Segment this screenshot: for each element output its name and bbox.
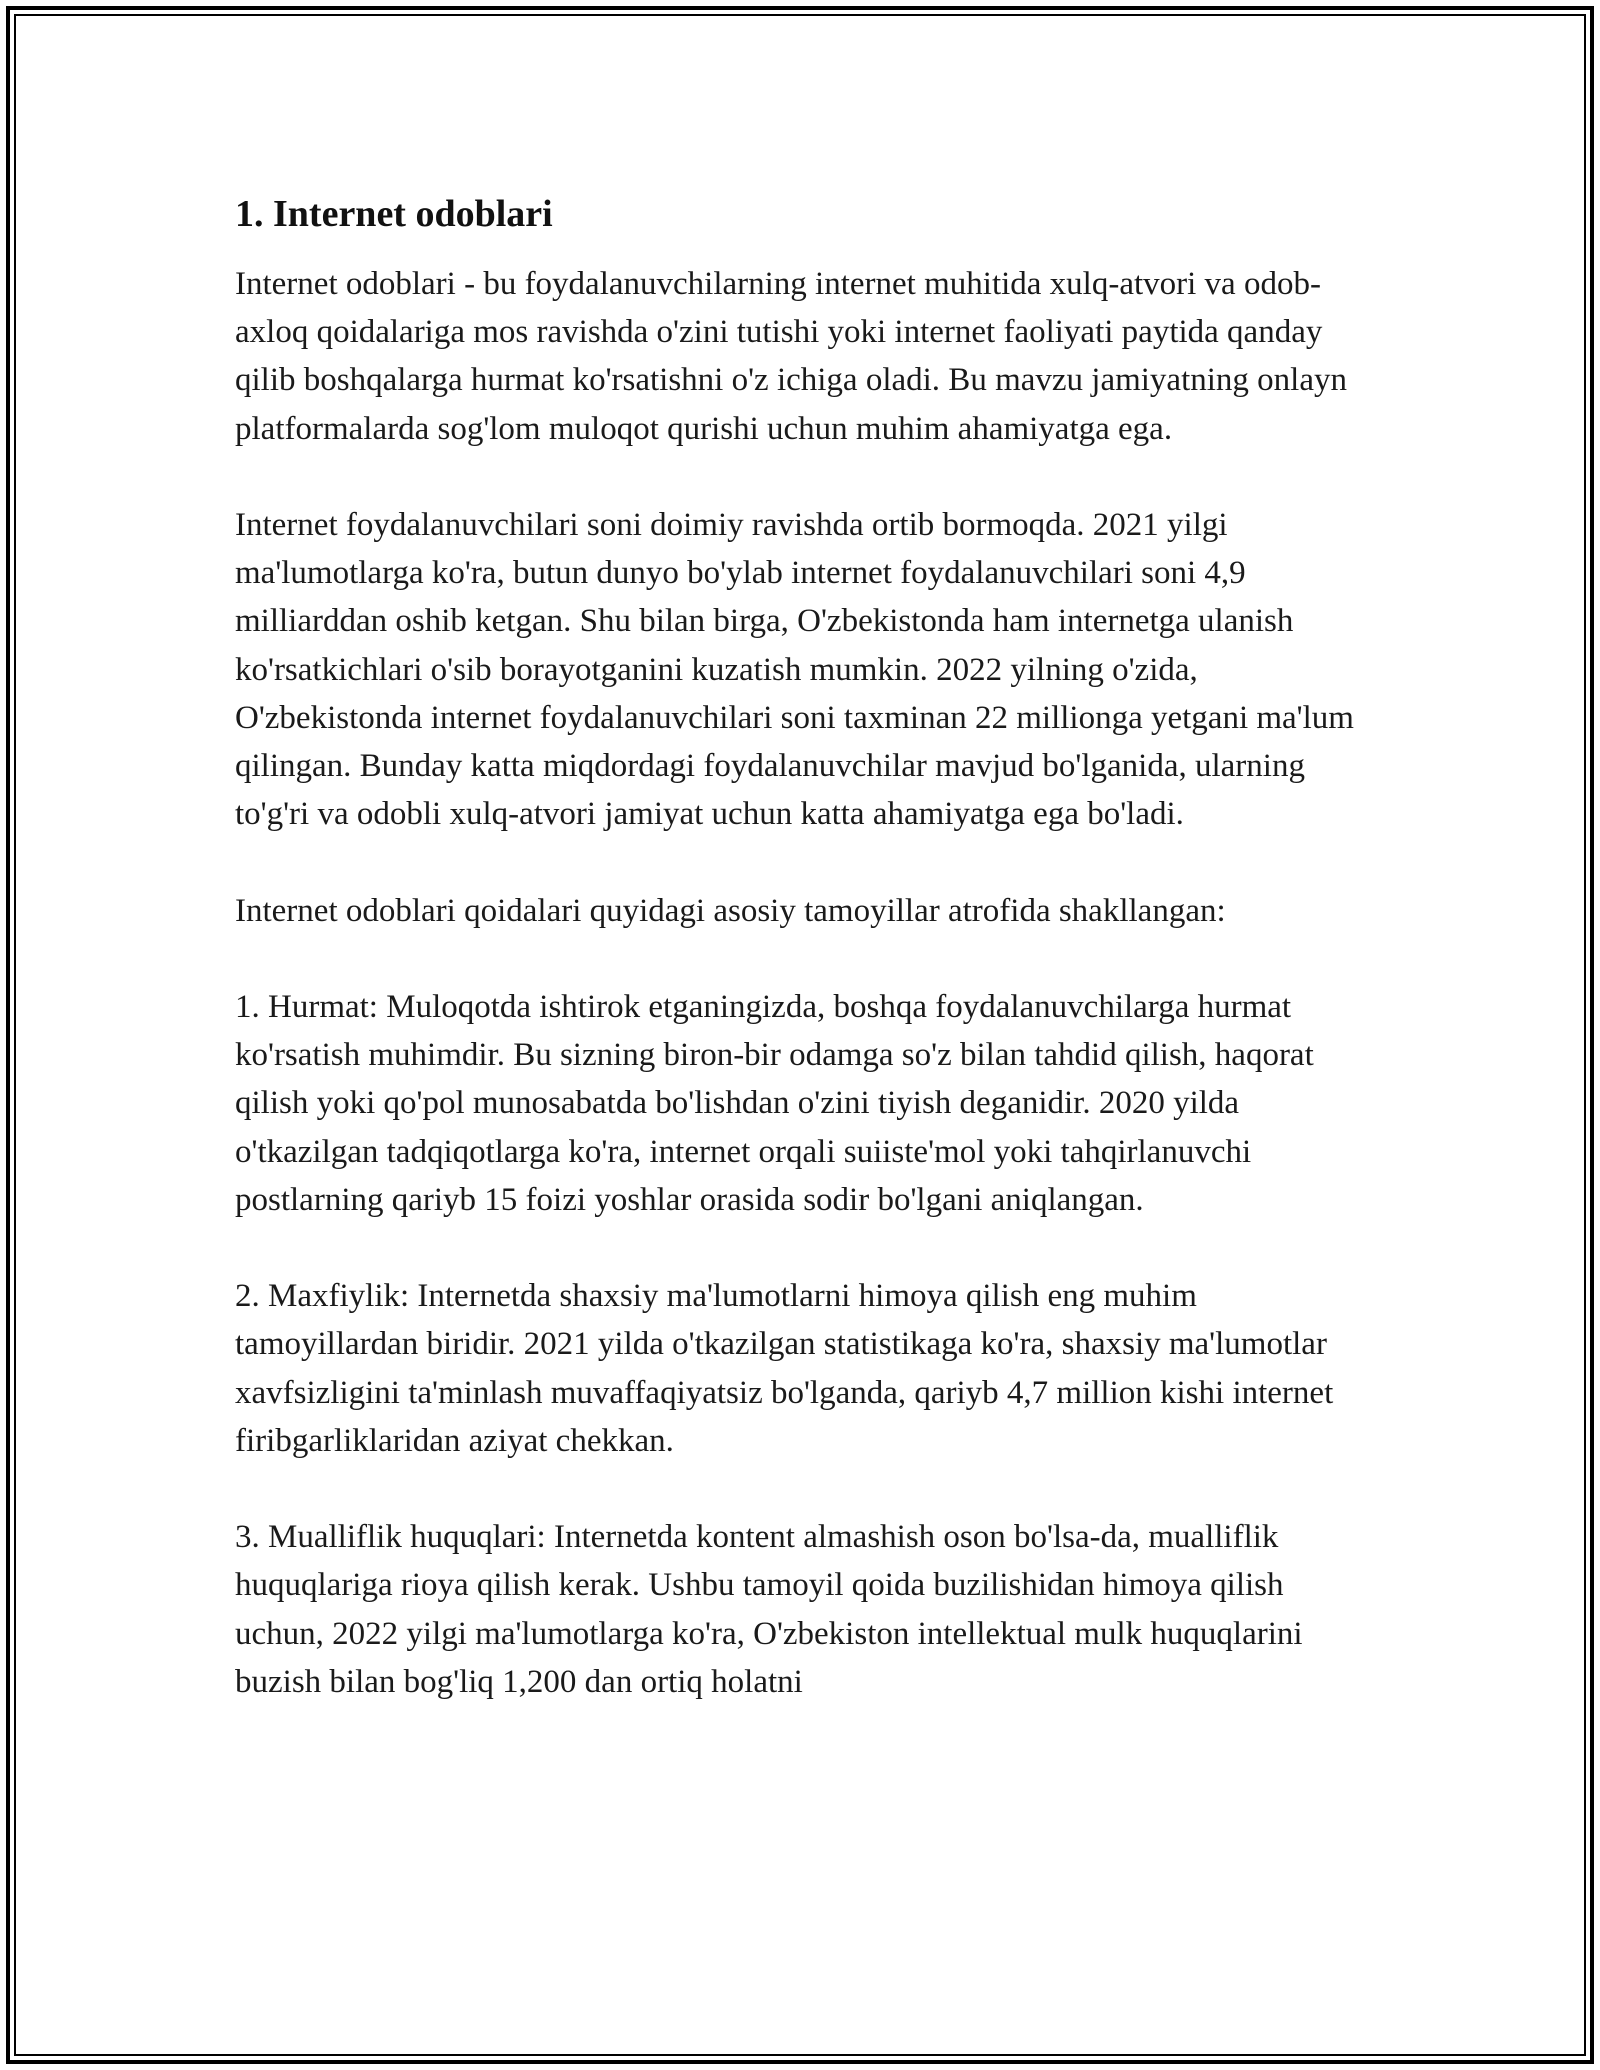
- paragraph-principles-intro: Internet odoblari qoidalari quyidagi asosiy tamoyillar atrofida shakllangan:: [235, 892, 1226, 929]
- paragraph-respect: 1. Hurmat: Muloqotda ishtirok etganingizda, boshqa foydalanuvchilarga hurmat ko'rsatish muhimdir. Bu sizning biron-bir odamga so'z bilan tahdid qilish, haqorat qilish yoki qo'pol munosabatda bo'lishdan o'zini tiyish deganidir. 2020 yilda o'tkazilgan tadqiqotlarga ko'ra, internet orqali suiiste'mol yoki tahqirlanuvchi postlarning qariyb 15 foizi yoshlar orasida sodir bo'lgani aniqlangan.: [235, 989, 1314, 1218]
- paragraph-copyright: 3. Mualliflik huquqlari: Internetda kontent almashish oson bo'lsa-da, mualliflik huquqlariga rioya qilish kerak. Ushbu tamoyil qoida buzilishidan himoya qilish uchun, 2022 yilgi ma'lumotlarga ko'ra, O'zbekiston intellektual mulk huquqlarini buzish bilan bog'liq 1,200 dan ortiq holatni: [235, 1519, 1303, 1700]
- section-heading: 1. Internet odoblari: [235, 193, 553, 235]
- paragraph-statistics: Internet foydalanuvchilari soni doimiy ravishda ortib bormoqda. 2021 yilgi ma'lumotlarga ko'ra, butun dunyo bo'ylab internet foydalanuvchilari soni 4,9 milliarddan oshib ketgan. Shu bilan birga, O'zbekistonda ham internetga ulanish ko'rsatkichlari o'sib borayotganini kuzatish mumkin. 2022 yilning o'zida, O'zbekistonda internet foydalanuvchilari soni taxminan 22 millionga yetgani ma'lum qilingan. Bunday katta miqdordagi foydalanuvchilar mavjud bo'lganida, ularning to'g'ri va odobli xulq-atvori jamiyat uchun katta ahamiyatga ega bo'ladi.: [235, 507, 1354, 833]
- paragraph-privacy: 2. Maxfiylik: Internetda shaxsiy ma'lumotlarni himoya qilish eng muhim tamoyillardan biridir. 2021 yilda o'tkazilgan statistikaga ko'ra, shaxsiy ma'lumotlar xavfsizligini ta'minlash muvaffaqiyatsiz bo'lganda, qariyb 4,7 million kishi internet firibgarliklaridan aziyat chekkan.: [235, 1278, 1334, 1459]
- paragraph-intro: Internet odoblari - bu foydalanuvchilarning internet muhitida xulq-atvori va odob-axloq qoidalariga mos ravishda o'zini tutishi yoki internet faoliyati paytida qanday qilib boshqalarga hurmat ko'rsatishni o'z ichiga oladi. Bu mavzu jamiyatning onlayn platformalarda sog'lom muloqot qurishi uchun muhim ahamiyatga ega.: [235, 266, 1347, 447]
- document-body: [235, 188, 1375, 1706]
